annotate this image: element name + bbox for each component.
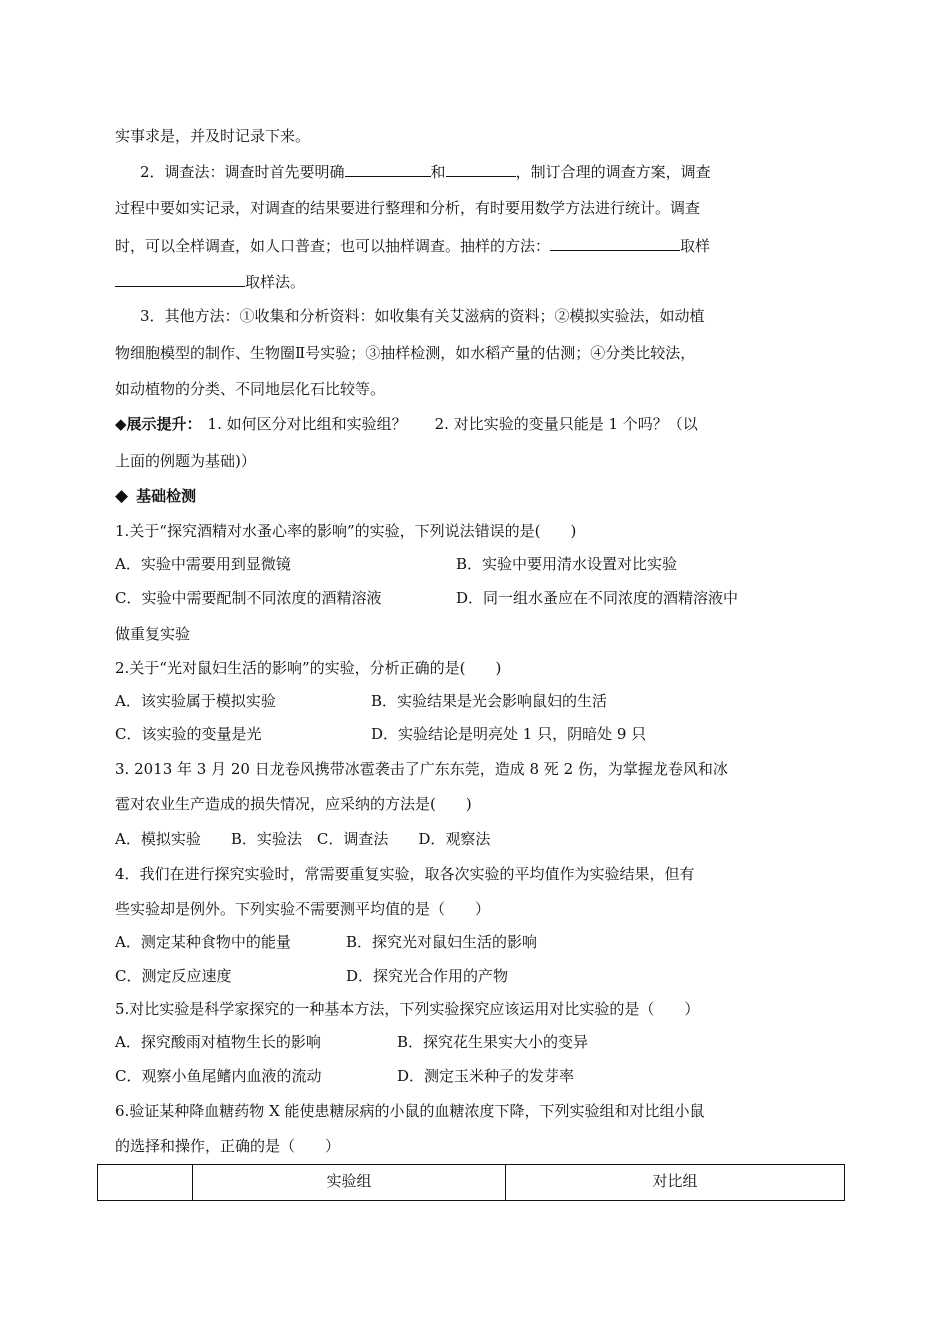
survey-method-line-1 xyxy=(140,161,711,182)
showcase-q2: 2. 对比实验的变量只能是 1 个吗？（以 xyxy=(434,415,698,433)
diamond-icon: ◆ xyxy=(115,486,129,506)
table-header-blank xyxy=(98,1165,193,1201)
survey-line4-suffix: 取样法。 xyxy=(245,273,306,291)
q4-option-b: B．探究光对鼠妇生活的影响 xyxy=(346,933,538,951)
q3-stem-line-2: 雹对农业生产造成的损失情况，应采纳的方法是( ) xyxy=(115,795,472,813)
showcase-line-2: 上面的例题为基础)） xyxy=(115,452,256,470)
q1-option-c: C．实验中需要配制不同浓度的酒精溶液 xyxy=(115,589,382,607)
q4-option-d: D．探究光合作用的产物 xyxy=(346,967,509,985)
showcase-label: ◆展示提升： xyxy=(115,415,202,433)
q1-option-b: B．实验中要用清水设置对比实验 xyxy=(456,555,678,573)
survey-suffix: ，制订合理的调查方案，调查 xyxy=(515,163,711,181)
q6-stem-line-1: 6.验证某种降血糖药物 X 能使患糖尿病的小鼠的血糖浓度下降，下列实验组和对比组小鼠 xyxy=(115,1102,705,1120)
q2-stem: 2.关于“光对鼠妇生活的影响”的实验，分析正确的是( ) xyxy=(115,659,502,677)
survey-method-line-2: 过程中要如实记录，对调查的结果要进行整理和分析，有时要用数学方法进行统计。调查 xyxy=(115,199,701,217)
methods-line-1: 实事求是，并及时记录下来。 xyxy=(115,127,311,145)
survey-prefix: 2．调查法：调查时首先要明确 xyxy=(140,163,345,181)
q3-options: A．模拟实验 B．实验法 C．调查法 D．观察法 xyxy=(115,830,491,848)
q5-option-d: D．测定玉米种子的发芽率 xyxy=(397,1067,575,1085)
survey-line3-suffix: 取样 xyxy=(680,237,711,255)
q4-option-c: C．测定反应速度 xyxy=(115,967,232,985)
q4-option-a: A．测定某种食物中的能量 xyxy=(115,933,291,951)
q5-stem: 5.对比实验是科学家探究的一种基本方法，下列实验探究应该运用对比实验的是（ ） xyxy=(115,1000,700,1018)
section-heading xyxy=(115,486,196,506)
q5-option-c: C．观察小鱼尾鳍内血液的流动 xyxy=(115,1067,322,1085)
survey-method-line-3 xyxy=(115,235,710,256)
table-header-experiment-group: 实验组 xyxy=(193,1165,506,1201)
q1-stem: 1.关于“探究酒精对水蚤心率的影响”的实验，下列说法错误的是( ) xyxy=(115,522,577,540)
q1-option-d-continued: 做重复实验 xyxy=(115,625,191,643)
q2-option-a: A．该实验属于模拟实验 xyxy=(115,692,276,710)
survey-and: 和 xyxy=(430,163,446,181)
q4-stem-line-2: 些实验却是例外。下列实验不需要测平均值的是（ ） xyxy=(115,900,491,918)
other-methods-line-2: 物细胞模型的制作、生物圈Ⅱ号实验；③抽样检测，如水稻产量的估测；④分类比较法， xyxy=(115,344,696,362)
fill-blank-1[interactable] xyxy=(345,161,431,177)
survey-method-line-4 xyxy=(115,271,305,292)
other-methods-line-1: 3．其他方法：①收集和分析资料：如收集有关艾滋病的资料；②模拟实验法，如动植 xyxy=(140,307,705,325)
table-row xyxy=(98,1165,845,1201)
q1-option-a: A．实验中需要用到显微镜 xyxy=(115,555,291,573)
q6-table xyxy=(97,1164,845,1201)
table-header-control-group: 对比组 xyxy=(506,1165,845,1201)
fill-blank-3[interactable] xyxy=(550,235,680,251)
q2-option-b: B．实验结果是光会影响鼠妇的生活 xyxy=(371,692,608,710)
q2-option-c: C．该实验的变量是光 xyxy=(115,725,262,743)
q5-option-b: B．探究花生果实大小的变异 xyxy=(397,1033,589,1051)
q4-stem-line-1: 4．我们在进行探究实验时，常需要重复实验，取各次实验的平均值作为实验结果，但有 xyxy=(115,865,695,883)
q1-option-d: D．同一组水蚤应在不同浓度的酒精溶液中 xyxy=(456,589,739,607)
q3-stem-line-1: 3. 2013 年 3 月 20 日龙卷风携带冰雹袭击了广东东莞，造成 8 死 2 伤，为掌握龙卷风和冰 xyxy=(115,760,728,778)
showcase-q1: 1. 如何区分对比组和实验组？ xyxy=(207,415,407,433)
showcase-line-1 xyxy=(115,414,698,434)
q6-stem-line-2: 的选择和操作，正确的是（ ） xyxy=(115,1137,341,1155)
fill-blank-2[interactable] xyxy=(446,161,516,177)
q5-option-a: A．探究酸雨对植物生长的影响 xyxy=(115,1033,321,1051)
q2-option-d: D．实验结论是明亮处 1 只，阴暗处 9 只 xyxy=(371,725,647,743)
survey-line3-prefix: 时，可以全样调查，如人口普查；也可以抽样调查。抽样的方法： xyxy=(115,237,551,255)
section-title: 基础检测 xyxy=(136,487,197,505)
fill-blank-4[interactable] xyxy=(115,271,245,287)
other-methods-line-3: 如动植物的分类、不同地层化石比较等。 xyxy=(115,380,386,398)
